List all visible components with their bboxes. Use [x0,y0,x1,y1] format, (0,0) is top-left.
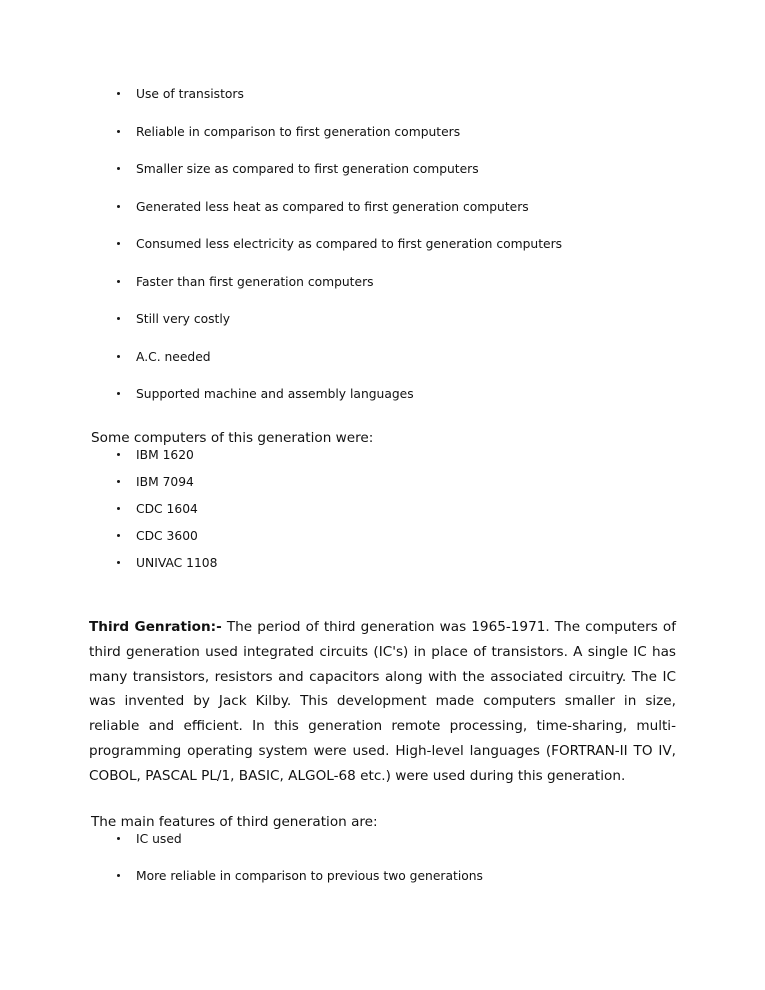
list-item-text: Consumed less electricity as compared to first generation computers [136,237,563,251]
list-item [89,474,676,490]
list-item-text: IC used [136,831,182,846]
list-item-text: IBM 1620 [136,448,194,462]
computers-model-list [89,447,676,571]
list-item-text: Use of transistors [136,87,244,101]
list-item [89,831,676,847]
list-item-text: Supported machine and assembly languages [136,387,414,401]
second-generation-features-list [89,86,676,402]
list-item-text: IBM 7094 [136,475,194,489]
third-generation-paragraph-text: The period of third generation was 1965-1971. The computers of third generation used integrated circuits (IC's) in place of transistors. A single IC has many transistors, resistors and capacitors along with the associated circuitry. The IC was invented by Jack Kilby. This development made computers smaller in size, reliable and efficient. In this generation remote processing, time-sharing, multi-programming operating system were used. High-level languages (FORTRAN-II TO IV, COBOL, PASCAL PL/1, BASIC, ALGOL-68 etc.) were used during this generation. [89,619,676,784]
list-item [89,161,676,177]
list-item [89,311,676,327]
list-item-text: Faster than first generation computers [136,274,374,289]
list-item-text: UNIVAC 1108 [136,556,218,570]
list-item [89,124,676,140]
list-item-text: More reliable in comparison to previous two generations [136,869,483,884]
list-item [89,555,676,571]
list-item-text: CDC 1604 [136,502,198,516]
list-item [89,868,676,884]
list-item [89,447,676,463]
list-item [89,386,676,402]
list-item [89,528,676,544]
list-item-text: Smaller size as compared to first generation computers [136,162,479,176]
list-item [89,236,676,252]
list-item [89,274,676,290]
list-item [89,199,676,215]
list-item [89,349,676,365]
computers-intro-line: Some computers of this generation were: [91,430,374,446]
third-generation-features-list [89,831,676,885]
list-item [89,501,676,517]
list-item [89,86,676,102]
list-item-text: Generated less heat as compared to first generation computers [136,199,529,214]
third-generation-paragraph [89,615,676,789]
list-item-text: Reliable in comparison to first generation computers [136,124,461,139]
third-generation-heading: Third Genration:- [89,619,222,635]
list-item-text: CDC 3600 [136,529,198,543]
document-content-column [89,86,676,884]
list-item-text: A.C. needed [136,349,211,364]
list-item-text: Still very costly [136,312,231,326]
third-generation-features-intro: The main features of third generation are: [91,813,378,830]
